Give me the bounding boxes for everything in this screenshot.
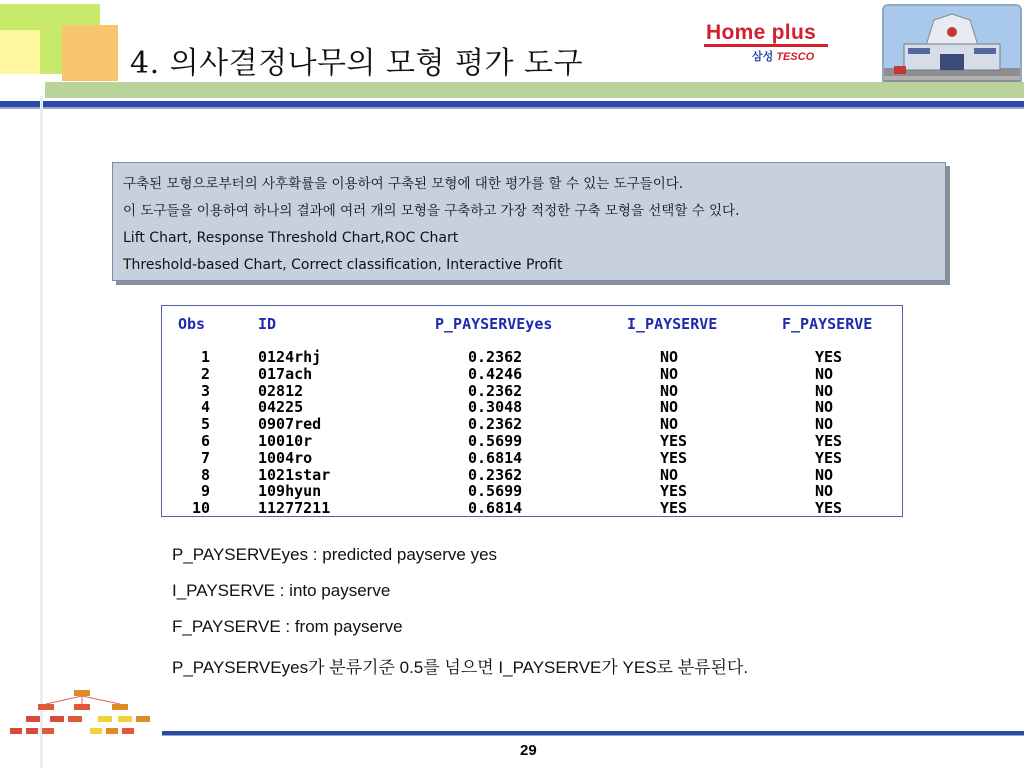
cell-f-payserve: NO xyxy=(815,381,834,400)
logo-sub-prefix: 삼성 xyxy=(752,51,774,63)
header-obs: Obs xyxy=(178,315,206,333)
cell-f-payserve: NO xyxy=(815,398,834,417)
cell-id: 02812 xyxy=(258,381,304,400)
logo-samsung-tesco xyxy=(752,48,814,64)
cell-id: 1004ro xyxy=(258,448,313,467)
definition-p-payserve: P_PAYSERVEyes : predicted payserve yes xyxy=(172,545,498,564)
table-row xyxy=(162,499,904,516)
logo-homeplus: Home plus xyxy=(706,21,817,44)
cell-i-payserve: YES xyxy=(660,448,688,467)
footer-rule-thin xyxy=(162,735,1024,736)
cell-obs: 5 xyxy=(200,415,210,434)
left-vertical-rule xyxy=(40,96,43,768)
cell-id: 0907red xyxy=(258,415,322,434)
cell-obs: 1 xyxy=(200,348,210,366)
info-line-3: Lift Chart, Response Threshold Chart,ROC Chart xyxy=(123,230,459,246)
cell-i-payserve: NO xyxy=(660,465,679,484)
cell-p-payserve: 0.2362 xyxy=(468,465,523,484)
cell-p-payserve: 0.6814 xyxy=(468,499,523,518)
definition-i-payserve: I_PAYSERVE : into payserve xyxy=(172,581,391,600)
cell-obs: 10 xyxy=(191,499,210,518)
cell-obs: 7 xyxy=(200,448,210,467)
logo-underline xyxy=(704,44,828,47)
decision-tree-icon xyxy=(6,688,156,738)
cell-f-payserve: YES xyxy=(815,348,843,366)
cell-id: 11277211 xyxy=(258,499,331,518)
cell-p-payserve: 0.6814 xyxy=(468,448,523,467)
cell-p-payserve: 0.5699 xyxy=(468,432,523,450)
cell-id: 0124rhj xyxy=(258,348,322,366)
cell-p-payserve: 0.2362 xyxy=(468,348,523,366)
output-table xyxy=(161,305,903,517)
cell-i-payserve: NO xyxy=(660,398,679,417)
cell-f-payserve: NO xyxy=(815,482,834,501)
decor-square-yellow xyxy=(0,30,40,74)
cell-obs: 6 xyxy=(200,432,210,450)
cell-id: 10010r xyxy=(258,432,313,450)
table-row xyxy=(162,398,904,415)
cell-id: 109hyun xyxy=(258,482,322,501)
decor-square-orange xyxy=(62,25,118,81)
cell-f-payserve: YES xyxy=(815,432,843,450)
table-row xyxy=(162,382,904,399)
table-row xyxy=(162,348,904,365)
definition-threshold-rule: P_PAYSERVEyes가 분류기준 0.5를 넘으면 I_PAYSERVE가 YES로 분류된다. xyxy=(172,658,749,677)
logo-sub-brand: TESCO xyxy=(776,51,815,63)
cell-f-payserve: YES xyxy=(815,448,843,467)
header-bar-green xyxy=(45,82,1024,98)
cell-i-payserve: YES xyxy=(660,482,688,501)
cell-obs: 4 xyxy=(200,398,210,417)
cell-i-payserve: NO xyxy=(660,348,679,366)
cell-id: 017ach xyxy=(258,364,313,383)
table-row xyxy=(162,365,904,382)
table-row xyxy=(162,482,904,499)
cell-obs: 9 xyxy=(200,482,210,501)
cell-obs: 8 xyxy=(200,465,210,484)
cell-i-payserve: NO xyxy=(660,415,679,434)
cell-i-payserve: NO xyxy=(660,381,679,400)
table-row xyxy=(162,415,904,432)
info-line-2: 이 도구들을 이용하여 하나의 결과에 여러 개의 모형을 구축하고 가장 적정한 구축 모형을 선택할 수 있다. xyxy=(123,203,740,219)
header-f-payserve: F_PAYSERVE xyxy=(782,315,873,333)
cell-p-payserve: 0.2362 xyxy=(468,415,523,434)
table-row xyxy=(162,449,904,466)
cell-f-payserve: NO xyxy=(815,364,834,383)
cell-f-payserve: YES xyxy=(815,499,843,518)
cell-i-payserve: YES xyxy=(660,432,688,450)
table-row xyxy=(162,432,904,449)
cell-f-payserve: NO xyxy=(815,465,834,484)
cell-id: 04225 xyxy=(258,398,304,417)
header-id: ID xyxy=(258,315,277,333)
cell-f-payserve: NO xyxy=(815,415,834,434)
cell-obs: 3 xyxy=(200,381,210,400)
info-line-4: Threshold-based Chart, Correct classification, Interactive Profit xyxy=(123,257,563,273)
info-line-1: 구축된 모형으로부터의 사후확률을 이용하여 구축된 모형에 대한 평가를 할 수 있는 도구들이다. xyxy=(123,176,684,192)
cell-i-payserve: YES xyxy=(660,499,688,518)
cell-obs: 2 xyxy=(200,364,210,383)
page-number: 29 xyxy=(520,742,537,759)
header-p-payserve: P_PAYSERVEyes xyxy=(435,315,553,333)
cell-p-payserve: 0.2362 xyxy=(468,381,523,400)
page-title: 4. 의사결정나무의 모형 평가 도구 xyxy=(130,46,584,81)
cell-p-payserve: 0.5699 xyxy=(468,482,523,501)
table-row xyxy=(162,466,904,483)
cell-i-payserve: NO xyxy=(660,364,679,383)
info-box xyxy=(112,162,946,281)
cell-p-payserve: 0.4246 xyxy=(468,364,523,383)
definition-f-payserve: F_PAYSERVE : from payserve xyxy=(172,617,403,636)
cell-p-payserve: 0.3048 xyxy=(468,398,523,417)
header-bar-gray xyxy=(0,107,1024,109)
header-i-payserve: I_PAYSERVE xyxy=(627,315,718,333)
cell-id: 1021star xyxy=(258,465,331,484)
